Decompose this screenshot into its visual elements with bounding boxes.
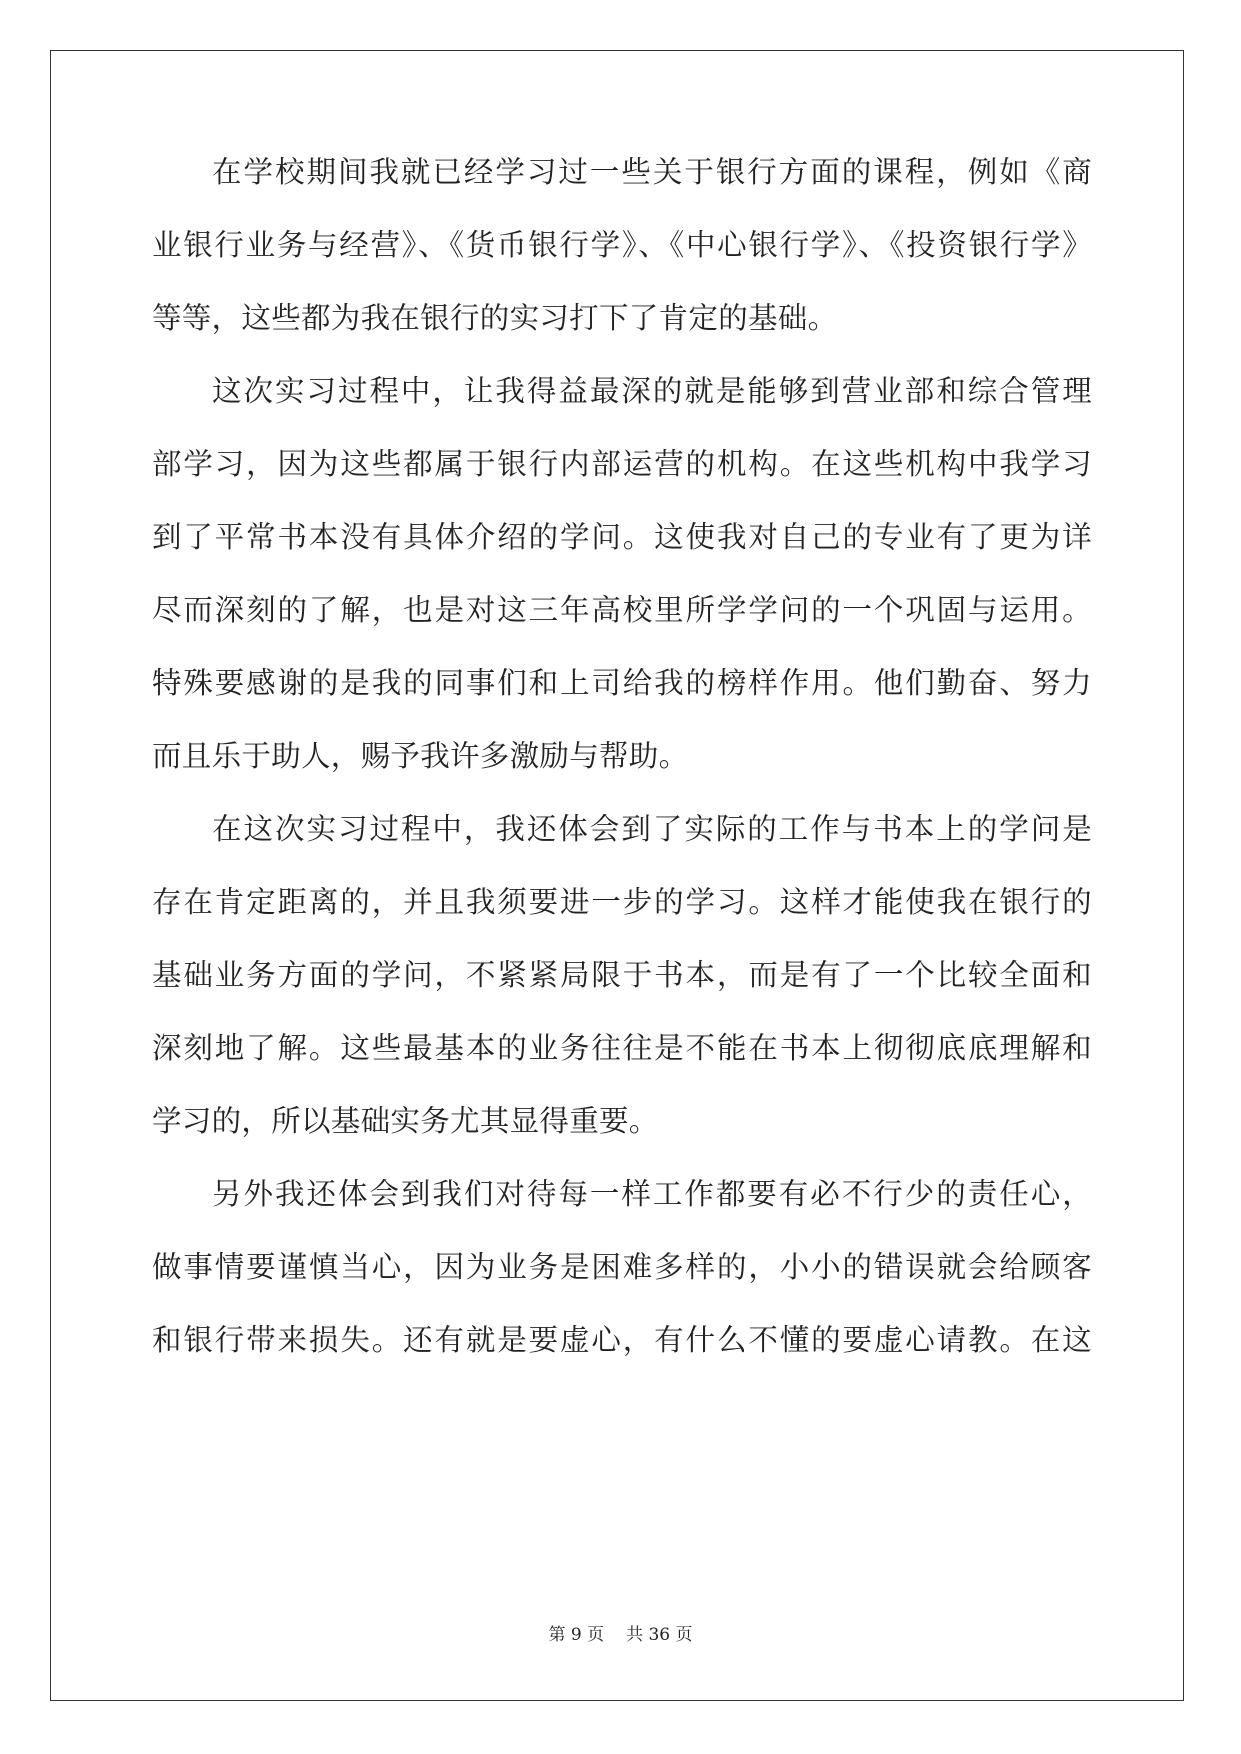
paragraph-2-line-2: 部学习，因为这些都属于银行内部运营的机构。在这些机构中我学习 bbox=[152, 447, 1092, 481]
paragraph-4-line-2: 做事情要谨慎当心，因为业务是困难多样的，小小的错误就会给顾客 bbox=[152, 1250, 1092, 1284]
paragraph-3-line-2: 存在肯定距离的，并且我须要进一步的学习。这样才能使我在银行的 bbox=[152, 885, 1092, 919]
paragraph-2-line-4: 尽而深刻的了解，也是对这三年高校里所学学问的一个巩固与运用。 bbox=[152, 593, 1092, 627]
paragraph-2-line-5: 特殊要感谢的是我的同事们和上司给我的榜样作用。他们勤奋、努力 bbox=[152, 666, 1092, 700]
paragraph-2-line-3: 到了平常书本没有具体介绍的学问。这使我对自己的专业有了更为详 bbox=[152, 520, 1092, 554]
paragraph-3-line-3: 基础业务方面的学问，不紧紧局限于书本，而是有了一个比较全面和 bbox=[152, 958, 1092, 992]
paragraph-3-line-5: 学习的，所以基础实务尤其显得重要。 bbox=[152, 1104, 659, 1138]
paragraph-3-line-1: 在这次实习过程中，我还体会到了实际的工作与书本上的学问是 bbox=[212, 812, 1092, 846]
paragraph-1-line-3: 等等，这些都为我在银行的实习打下了肯定的基础。 bbox=[152, 301, 838, 335]
paragraph-3-line-4: 深刻地了解。这些最基本的业务往往是不能在书本上彻彻底底理解和 bbox=[152, 1031, 1092, 1065]
paragraph-1-line-1: 在学校期间我就已经学习过一些关于银行方面的课程，例如《商 bbox=[212, 155, 1092, 189]
paragraph-2-line-1: 这次实习过程中，让我得益最深的就是能够到营业部和综合管理 bbox=[212, 374, 1092, 408]
paragraph-4-line-1: 另外我还体会到我们对待每一样工作都要有必不行少的责任心， bbox=[212, 1177, 1092, 1211]
paragraph-4-line-3: 和银行带来损失。还有就是要虚心，有什么不懂的要虚心请教。在这 bbox=[152, 1323, 1092, 1357]
page-footer bbox=[0, 1620, 1241, 1645]
paragraph-1-line-2: 业银行业务与经营》、《货币银行学》、《中心银行学》、《投资银行学》 bbox=[152, 228, 1092, 262]
page-total: 共 36 页 bbox=[626, 1625, 693, 1645]
page-number: 第 9 页 bbox=[548, 1625, 605, 1645]
paragraph-2-line-6: 而且乐于助人，赐予我许多激励与帮助。 bbox=[152, 739, 689, 773]
